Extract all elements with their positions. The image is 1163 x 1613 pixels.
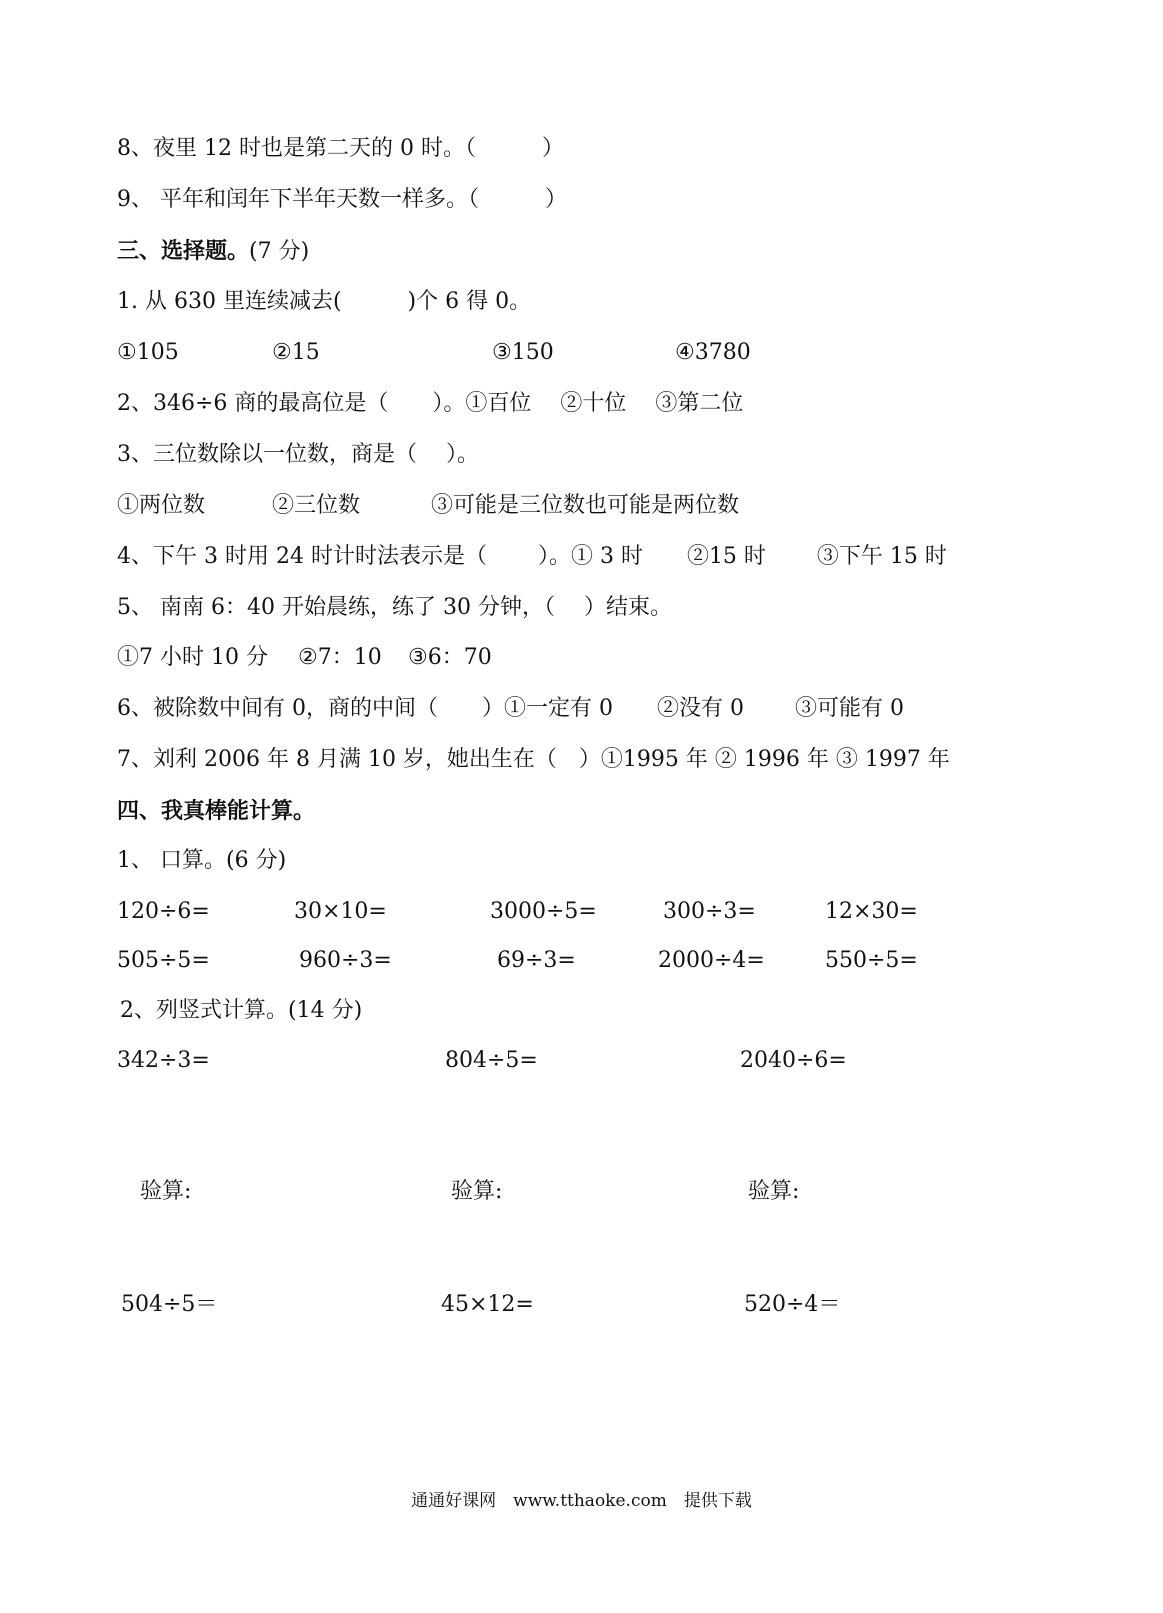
choice-question-3: 3、三位数除以一位数，商是（ ）。 [117, 442, 479, 467]
oral-problem: 69÷3= [497, 948, 576, 973]
vertical-problem: 520÷4＝ [744, 1292, 841, 1317]
page-footer: 通通好课网 www.tthaoke.com 提供下载 [411, 1491, 752, 1511]
oral-problem: 120÷6= [117, 899, 210, 924]
q1-option-4: ④3780 [675, 340, 751, 365]
check-label: 验算: [748, 1179, 800, 1204]
oral-problem: 2000÷4= [658, 948, 765, 973]
q5-option-1: ①7 小时 10 分 [117, 645, 268, 670]
q1-option-3: ③150 [492, 340, 554, 365]
q3-option-1: ①两位数 [117, 493, 206, 518]
section3-heading [117, 236, 309, 267]
choice-question-7: 7、刘利 2006 年 8 月满 10 岁，她出生在（ ）①1995 年 ② 1996 年 ③ 1997 年 [117, 747, 950, 772]
q3-option-3: ③可能是三位数也可能是两位数 [431, 493, 740, 518]
choice-question-1: 1. 从 630 里连续减去( )个 6 得 0。 [117, 289, 532, 314]
q5-option-3: ③6：70 [408, 645, 492, 670]
vertical-problem: 804÷5= [445, 1048, 538, 1073]
oral-problem: 30×10= [294, 899, 387, 924]
choice-question-2: 2、346÷6 商的最高位是（ ）。①百位 ②十位 ③第二位 [117, 391, 744, 416]
oral-problem: 300÷3= [663, 899, 756, 924]
choice-question-6: 6、被除数中间有 0，商的中间（ ）①一定有 0 ②没有 0 ③可能有 0 [117, 696, 904, 721]
oral-problem: 960÷3= [299, 948, 392, 973]
oral-problem: 3000÷5= [490, 899, 597, 924]
q1-option-1: ①105 [117, 340, 179, 365]
section3-title: 三、选择题。 [117, 238, 250, 264]
tf-question-8: 8、夜里 12 时也是第二天的 0 时。（ ） [117, 136, 564, 161]
q3-option-2: ②三位数 [272, 493, 361, 518]
tf-question-9: 9、 平年和闰年下半年天数一样多。（ ） [117, 187, 567, 212]
q1-option-2: ②15 [272, 340, 320, 365]
check-label: 验算: [140, 1179, 192, 1204]
oral-heading: 1、 口算。(6 分) [117, 848, 287, 873]
section4-title: 四、我真棒能计算。 [117, 798, 316, 824]
oral-problem: 550÷5= [825, 948, 918, 973]
vertical-problem: 45×12= [441, 1292, 534, 1317]
oral-problem: 505÷5= [117, 948, 210, 973]
vertical-problem: 2040÷6= [740, 1048, 847, 1073]
vertical-heading: 2、列竖式计算。(14 分) [120, 998, 363, 1023]
vertical-problem: 504÷5＝ [121, 1292, 218, 1317]
oral-problem: 12×30= [825, 899, 918, 924]
choice-question-5: 5、 南南 6：40 开始晨练，练了 30 分钟，（ ）结束。 [117, 595, 672, 620]
check-label: 验算: [451, 1179, 503, 1204]
section3-score: (7 分) [249, 239, 310, 264]
q5-option-2: ②7：10 [298, 645, 382, 670]
vertical-problem: 342÷3= [117, 1048, 210, 1073]
choice-question-4: 4、下午 3 时用 24 时计时法表示是（ ）。① 3 时 ②15 时 ③下午 15 时 [117, 544, 947, 569]
